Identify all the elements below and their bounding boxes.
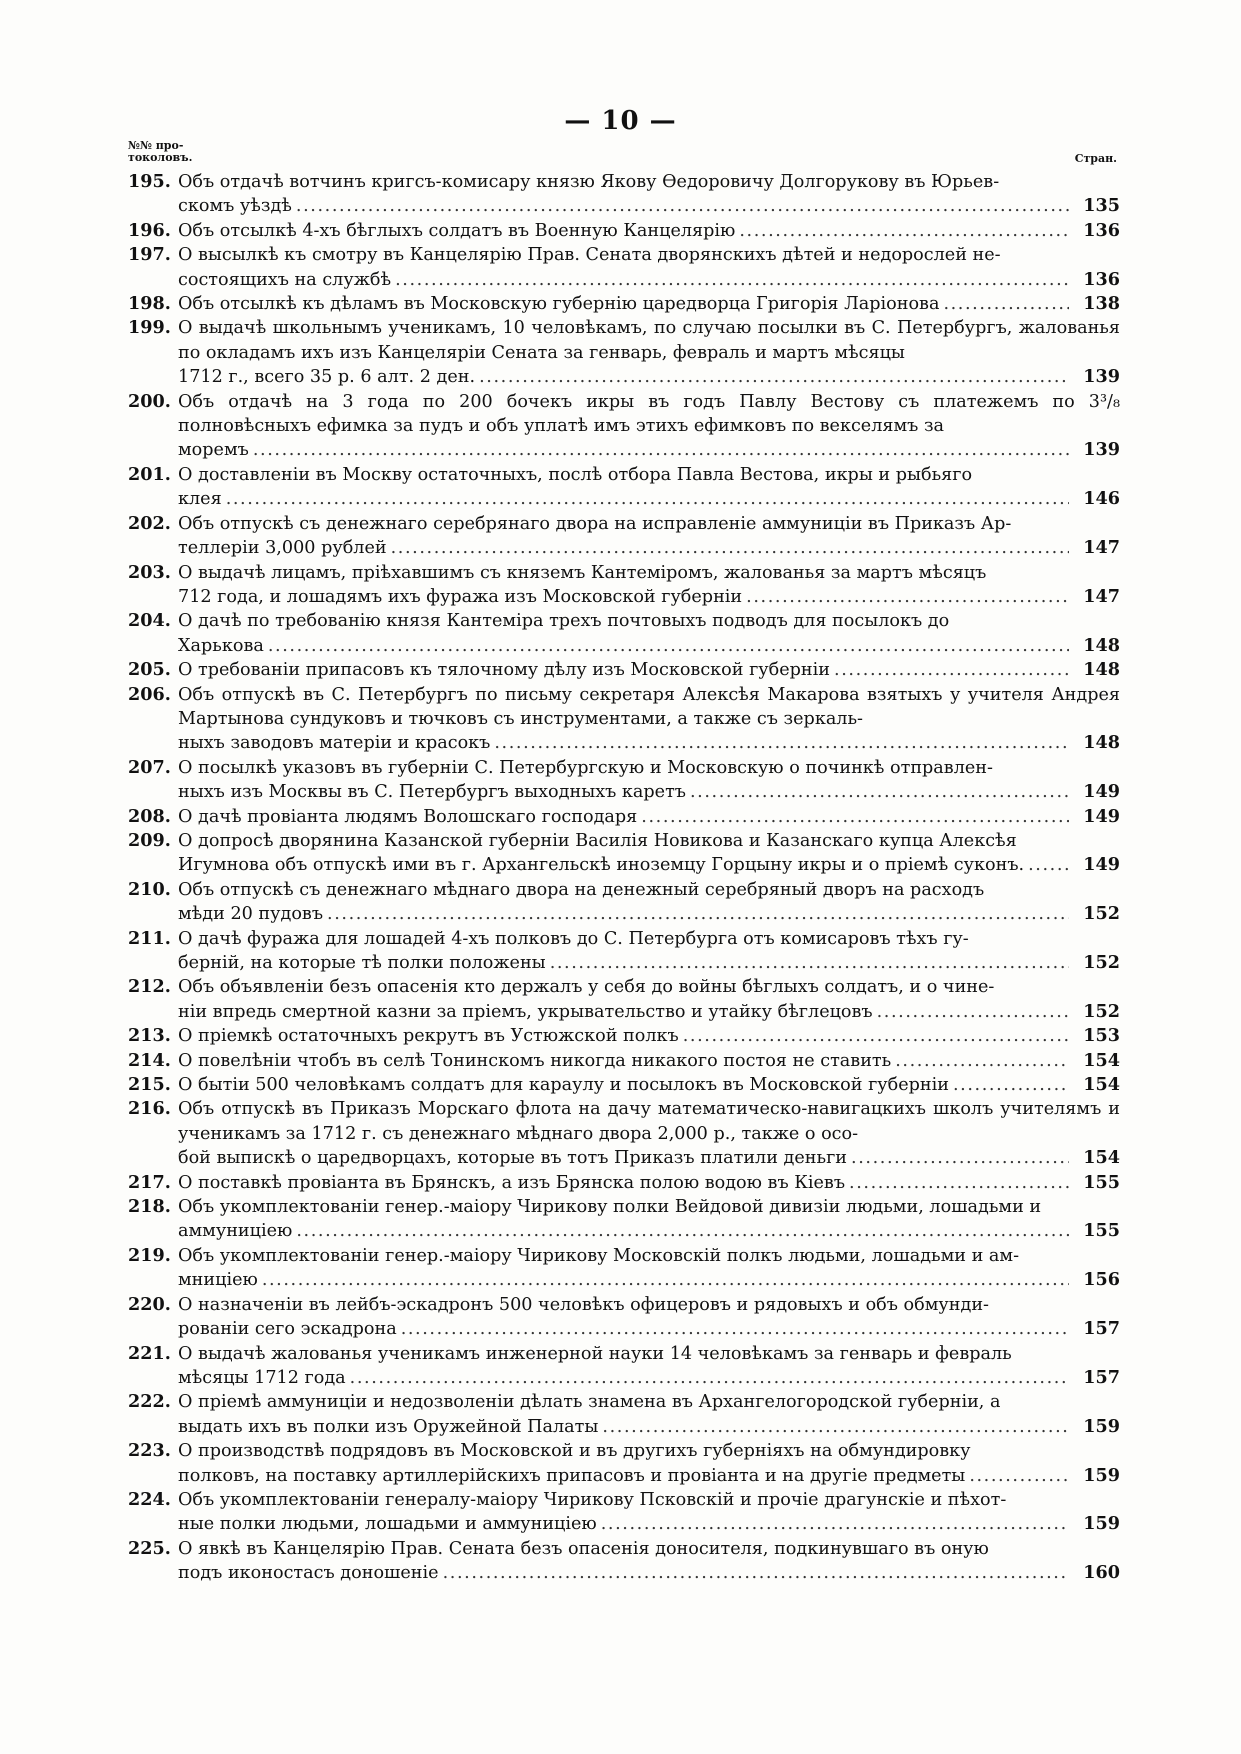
entry-text-end: Игумнова объ отпускѣ ими въ г. Архангельскѣ иноземцу Горцыну икры и о пріемѣ суконъ. (178, 855, 1025, 876)
toc-entry (128, 1097, 1120, 1170)
protocol-number: 212. (128, 976, 171, 998)
dot-leader (601, 1512, 1069, 1536)
toc-entry (128, 1024, 1120, 1048)
entry-text-end: мниціею (178, 1270, 258, 1291)
dot-leader (494, 731, 1069, 755)
toc-entry (128, 658, 1120, 682)
protocol-number: 208. (128, 805, 171, 827)
entry-body (178, 292, 1120, 316)
page-reference: 148 (1083, 659, 1120, 681)
entry-final-line (178, 853, 1120, 877)
toc-entry (128, 805, 1120, 829)
protocol-number: 197. (128, 244, 171, 266)
toc-entry (128, 561, 1120, 610)
entry-body (178, 1073, 1120, 1097)
entry-final-line (178, 194, 1120, 218)
entry-body (178, 1537, 1120, 1586)
protocol-number: 213. (128, 1025, 171, 1047)
entry-text-end: О требованіи припасовъ къ тялочному дѣлу изъ Московской губерніи (178, 660, 831, 681)
entry-body (178, 1244, 1120, 1293)
dot-leader (683, 1024, 1069, 1048)
entry-text-end: ные полки людьми, лошадьми и аммуниціею (178, 1514, 597, 1535)
protocol-number: 218. (128, 1196, 171, 1218)
dot-leader (895, 1049, 1069, 1073)
entry-text: Объ отпускѣ въ Приказъ Морскаго флота на дачу математическо-навигацкихъ школъ учителямъ и ученикамъ за 1712 г. съ денежнаго мѣднаго двора 2,000 р., также о осо- (178, 1099, 1120, 1144)
entry-body (178, 975, 1120, 1024)
entry-text-end: аммуниціею (178, 1221, 293, 1242)
entry-text-end: О бытіи 500 человѣкамъ солдатъ для караулу и посылокъ въ Московской губерніи (178, 1075, 949, 1096)
entry-body (178, 805, 1120, 829)
protocol-number: 222. (128, 1391, 171, 1413)
table-of-contents (128, 170, 1120, 1586)
entry-final-line (178, 1049, 1120, 1073)
dot-leader (350, 1366, 1069, 1390)
dot-leader (296, 194, 1069, 218)
page-reference: 147 (1083, 537, 1120, 559)
entry-body (178, 829, 1120, 878)
protocol-column-header (128, 140, 192, 164)
entry-text-end: состоящихъ на службѣ (178, 269, 392, 290)
toc-entry (128, 1293, 1120, 1342)
entry-final-line (178, 1512, 1120, 1536)
entry-final-line (178, 365, 1120, 389)
page-reference: 147 (1083, 585, 1120, 607)
page-reference: 152 (1083, 903, 1120, 925)
entry-body (178, 1195, 1120, 1244)
protocol-number: 205. (128, 659, 171, 681)
entry-text-end: Объ отсылкѣ 4-хъ бѣглыхъ солдатъ въ Военную Канцелярію (178, 220, 736, 241)
entry-text: О выдачѣ лицамъ, пріѣхавшимъ съ княземъ Кантеміромъ, жалованья за мартъ мѣсяцъ (178, 562, 987, 583)
entry-body (178, 1049, 1120, 1073)
entry-final-line (178, 1464, 1120, 1488)
page-reference: 160 (1083, 1562, 1120, 1584)
entry-text-end: О пріемкѣ остаточныхъ рекрутъ въ Устюжской полкъ (178, 1026, 679, 1047)
dot-leader (550, 951, 1069, 975)
page-reference: 148 (1083, 634, 1120, 656)
toc-entry (128, 1439, 1120, 1488)
entry-text-end: мѣсяцы 1712 года (178, 1367, 346, 1388)
entry-text: Объ укомплектованіи генер.-маіору Чирикову полки Вейдовой дивизіи людьми, лошадьми и (178, 1197, 1042, 1218)
toc-entry (128, 683, 1120, 756)
protocol-number: 215. (128, 1074, 171, 1096)
toc-entry (128, 1244, 1120, 1293)
entry-text: О выдачѣ школьнымъ ученикамъ, 10 человѣкамъ, по случаю посылки въ С. Петербургъ, жалованья по окладамъ ихъ изъ Канцеляріи Сената за генварь, февраль и мартъ мѣсяцы (178, 318, 1120, 363)
entry-text: О выдачѣ жалованья ученикамъ инженерной науки 14 человѣкамъ за генварь и февраль (178, 1343, 1012, 1364)
page-reference: 136 (1083, 268, 1120, 290)
entry-body (178, 463, 1120, 512)
entry-final-line (178, 1073, 1120, 1097)
entry-text: Объ отдачѣ на 3 года по 200 бочекъ икры въ годъ Павлу Вестову съ платежемъ по 3³/₈ полновѣсныхъ ефимка за пудъ и объ уплатѣ имъ этихъ ефимковъ по векселямъ за (178, 391, 1120, 437)
entry-text: О высылкѣ къ смотру въ Канцелярію Прав. Сената дворянскихъ дѣтей и недорослей не- (178, 245, 1001, 266)
entry-text-end: полковъ, на поставку артиллерійскихъ припасовъ и провіанта и на другіе предметы (178, 1465, 966, 1486)
entry-body (178, 1390, 1120, 1439)
entry-text-end: подъ иконостасъ доношеніе (178, 1563, 439, 1584)
protocol-number: 210. (128, 878, 171, 900)
protocol-number: 199. (128, 317, 171, 339)
protocol-number: 201. (128, 463, 171, 485)
entry-body (178, 658, 1120, 682)
page-reference: 159 (1083, 1464, 1120, 1486)
entry-final-line (178, 536, 1120, 560)
page-reference: 149 (1083, 805, 1120, 827)
entry-text: О дачѣ по требованію князя Кантеміра трехъ почтовыхъ подводъ для посылокъ до (178, 611, 950, 632)
entry-text-end: ныхъ заводовъ матеріи и красокъ (178, 733, 491, 754)
entry-text: О допросѣ дворянина Казанской губерніи Василія Новикова и Казанскаго купца Алексѣя (178, 830, 1017, 851)
page-reference: 154 (1083, 1074, 1120, 1096)
entry-text-end: ніи впредь смертной казни за пріемъ, укрывательство и утайку бѣглецовъ (178, 1001, 873, 1022)
entry-text-end: ныхъ изъ Москвы въ С. Петербургъ выходныхъ каретъ (178, 782, 686, 803)
entry-final-line (178, 805, 1120, 829)
entry-body (178, 1097, 1120, 1170)
dot-leader (851, 1146, 1069, 1170)
entry-body (178, 219, 1120, 243)
toc-entry (128, 609, 1120, 658)
protocol-number: 211. (128, 927, 171, 949)
dot-leader (690, 780, 1069, 804)
toc-entry (128, 292, 1120, 316)
entry-text-end: 1712 г., всего 35 р. 6 алт. 2 ден. (178, 367, 476, 388)
entry-body (178, 1439, 1120, 1488)
entry-body (178, 1488, 1120, 1537)
dot-leader (395, 268, 1069, 292)
toc-entry (128, 1488, 1120, 1537)
entry-text-end: бой выпискѣ о царедворцахъ, которые въ тотъ Приказъ платили деньги (178, 1148, 848, 1169)
entry-text: Объ отпускѣ съ денежнаго серебрянаго двора на исправленіе аммуниціи въ Приказъ Ар- (178, 513, 1012, 534)
dot-leader (401, 1317, 1069, 1341)
toc-entry (128, 756, 1120, 805)
page-number: — 10 — (564, 106, 677, 136)
dot-leader (443, 1561, 1069, 1585)
dot-leader (739, 219, 1069, 243)
page-reference: 146 (1083, 488, 1120, 510)
page-reference: 149 (1083, 854, 1120, 876)
dot-leader (226, 487, 1069, 511)
protocol-column-header-text: №№ про- токоловъ. (128, 139, 193, 164)
entry-text: О пріемѣ аммуниціи и недозволеніи дѣлать знамена въ Архангелогородской губерніи, а (178, 1392, 1001, 1413)
entry-body (178, 756, 1120, 805)
entry-body (178, 1342, 1120, 1391)
entry-final-line (178, 1415, 1120, 1439)
entry-final-line (178, 902, 1120, 926)
entry-final-line (178, 438, 1120, 462)
entry-final-line (178, 658, 1120, 682)
entry-text: Объ отпускѣ съ денежнаго мѣднаго двора на денежный серебряный дворъ на расходъ (178, 879, 985, 900)
entry-text-end: берній, на которые тѣ полки положены (178, 953, 546, 973)
entry-text-end: 712 года, и лошадямъ ихъ фуража изъ Московской губерніи (178, 586, 743, 607)
toc-entry (128, 512, 1120, 561)
entry-final-line (178, 585, 1120, 609)
entry-body (178, 1024, 1120, 1048)
entry-text-end: выдать ихъ въ полки изъ Оружейной Палаты (178, 1416, 599, 1437)
entry-text: О посылкѣ указовъ въ губерніи С. Петербургскую и Московскую о починкѣ отправлен- (178, 757, 993, 778)
entry-body (178, 609, 1120, 658)
entry-final-line (178, 219, 1120, 243)
entry-body (178, 927, 1120, 976)
entry-text: Объ укомплектованіи генералу-маіору Чирикову Псковскій и прочіе драгунскіе и пѣхот- (178, 1489, 1007, 1510)
dot-leader (849, 1171, 1069, 1195)
protocol-number: 223. (128, 1440, 171, 1462)
entry-text-end: моремъ (178, 440, 249, 461)
entry-final-line (178, 1171, 1120, 1195)
entry-final-line (178, 1366, 1120, 1390)
entry-text-end: О повелѣніи чтобъ въ селѣ Тонинскомъ никогда никакого постоя не ставить (178, 1050, 892, 1071)
toc-entry (128, 170, 1120, 219)
protocol-number: 196. (128, 219, 171, 241)
protocol-number: 221. (128, 1342, 171, 1364)
dot-leader (391, 536, 1069, 560)
entry-final-line (178, 1000, 1120, 1024)
protocol-number: 198. (128, 293, 171, 315)
entry-final-line (178, 634, 1120, 658)
entry-body (178, 1171, 1120, 1195)
page-reference: 139 (1083, 439, 1120, 461)
entry-text: О дачѣ фуража для лошадей 4-хъ полковъ до С. Петербурга отъ комисаровъ тѣхъ гу- (178, 928, 969, 949)
entry-body (178, 1293, 1120, 1342)
toc-entry (128, 1390, 1120, 1439)
entry-text: О доставленіи въ Москву остаточныхъ, послѣ отбора Павла Вестова, икры и рыбьяго (178, 464, 973, 485)
protocol-number: 200. (128, 390, 171, 412)
entry-text: Объ объявленіи безъ опасенія кто держалъ у себя до войны бѣглыхъ солдатъ, и о чине- (178, 977, 995, 998)
protocol-number: 217. (128, 1171, 171, 1193)
page-reference: 136 (1083, 219, 1120, 241)
protocol-number: 202. (128, 512, 171, 534)
entry-final-line (178, 951, 1120, 975)
toc-entry (128, 927, 1120, 976)
entry-text-end: скомъ уѣздѣ (178, 196, 292, 217)
entry-text-end: Объ отсылкѣ къ дѣламъ въ Московскую губернію царедворца Григорія Ларіонова (178, 294, 940, 315)
dot-leader (268, 634, 1069, 658)
page-reference: 159 (1083, 1415, 1120, 1437)
page-reference: 139 (1083, 366, 1120, 388)
toc-entry (128, 463, 1120, 512)
page-reference: 149 (1083, 781, 1120, 803)
page-reference: 153 (1083, 1025, 1120, 1047)
entry-text: Объ укомплектованіи генер.-маіору Чирикову Московскій полкъ людьми, лошадьми и ам- (178, 1245, 1020, 1266)
page-reference: 156 (1083, 1269, 1120, 1291)
entry-final-line (178, 1561, 1120, 1585)
entry-final-line (178, 1146, 1120, 1170)
toc-entry (128, 975, 1120, 1024)
dot-leader (296, 1219, 1069, 1243)
protocol-number: 195. (128, 171, 171, 192)
entry-text-end: О поставкѣ провіанта въ Брянскъ, а изъ Брянска полою водою въ Кіевъ (178, 1172, 846, 1193)
entry-text: Объ отпускѣ въ С. Петербургъ по письму секретаря Алексѣя Макарова взятыхъ у учителя Андрея Мартынова сундуковъ и тючковъ съ инструментами, а также съ зеркаль- (178, 684, 1120, 729)
entry-final-line (178, 487, 1120, 511)
toc-entry (128, 1171, 1120, 1195)
page-reference: 138 (1083, 293, 1120, 315)
toc-entry (128, 1195, 1120, 1244)
entry-final-line (178, 268, 1120, 292)
toc-entry (128, 316, 1120, 389)
dot-leader (877, 1000, 1069, 1024)
entry-text-end: клея (178, 489, 222, 510)
toc-entry (128, 1049, 1120, 1073)
toc-entry (128, 829, 1120, 878)
protocol-number: 207. (128, 756, 171, 778)
protocol-number: 204. (128, 610, 171, 632)
entry-text-end: теллеріи 3,000 рублей (178, 538, 387, 559)
dot-leader (1028, 853, 1069, 877)
toc-entry (128, 878, 1120, 927)
toc-entry (128, 243, 1120, 292)
page-reference: 152 (1083, 1000, 1120, 1022)
page-reference: 159 (1083, 1513, 1120, 1535)
dot-leader (641, 805, 1069, 829)
entry-body (178, 170, 1120, 219)
entry-body (178, 316, 1120, 389)
dot-leader (262, 1268, 1069, 1292)
dot-leader (969, 1464, 1069, 1488)
protocol-number: 220. (128, 1293, 171, 1315)
toc-entry (128, 390, 1120, 463)
entry-body (178, 512, 1120, 561)
entry-text: О явкѣ въ Канцелярію Прав. Сената безъ опасенія доносителя, подкинувшаго въ оную (178, 1538, 989, 1559)
page-reference: 157 (1083, 1318, 1120, 1340)
protocol-number: 214. (128, 1049, 171, 1071)
page-reference: 154 (1083, 1147, 1120, 1169)
dot-leader (253, 438, 1069, 462)
protocol-number: 219. (128, 1244, 171, 1266)
entry-body (178, 390, 1120, 463)
entry-text: О производствѣ подрядовъ въ Московской и въ другихъ губерніяхъ на обмундировку (178, 1441, 971, 1462)
dot-leader (327, 902, 1069, 926)
entry-text-end: Харькова (178, 635, 264, 656)
entry-final-line (178, 780, 1120, 804)
protocol-number: 225. (128, 1537, 171, 1559)
entry-text-end: рованіи сего эскадрона (178, 1319, 397, 1340)
entry-text: О назначеніи въ лейбъ-эскадронъ 500 человѣкъ офицеровъ и рядовыхъ и объ обмунди- (178, 1294, 989, 1315)
entry-final-line (178, 1317, 1120, 1341)
page-reference: 148 (1083, 732, 1120, 754)
toc-entry (128, 1537, 1120, 1586)
entry-text-end: мѣди 20 пудовъ (178, 904, 324, 925)
entry-body (178, 878, 1120, 927)
protocol-number: 203. (128, 561, 171, 583)
entry-text-end: О дачѣ провіанта людямъ Волошскаго господаря (178, 806, 638, 827)
page-reference: 154 (1083, 1049, 1120, 1071)
entry-final-line (178, 1268, 1120, 1292)
entry-body (178, 561, 1120, 610)
page-reference: 155 (1083, 1220, 1120, 1242)
page-reference: 155 (1083, 1171, 1120, 1193)
page-reference: 135 (1083, 195, 1120, 217)
protocol-number: 224. (128, 1488, 171, 1510)
page-reference: 152 (1083, 952, 1120, 973)
page-reference: 157 (1083, 1366, 1120, 1388)
dot-leader (746, 585, 1069, 609)
entry-text: Объ отдачѣ вотчинъ кригсъ-комисару князю Якову Ѳедоровичу Долгорукову въ Юрьев- (178, 172, 1000, 192)
entry-body (178, 243, 1120, 292)
dot-leader (479, 365, 1069, 389)
dot-leader (602, 1415, 1069, 1439)
dot-leader (943, 292, 1069, 316)
protocol-number: 216. (128, 1098, 171, 1120)
entry-final-line (178, 1024, 1120, 1048)
protocol-number: 206. (128, 683, 171, 705)
protocol-number: 209. (128, 829, 171, 851)
dot-leader (834, 658, 1069, 682)
entry-final-line (178, 292, 1120, 316)
toc-entry (128, 1342, 1120, 1391)
page-column-header: Стран. (1074, 152, 1117, 165)
entry-final-line (178, 1219, 1120, 1243)
entry-final-line (178, 731, 1120, 755)
toc-entry (128, 1073, 1120, 1097)
dot-leader (953, 1073, 1069, 1097)
entry-body (178, 683, 1120, 756)
toc-entry (128, 219, 1120, 243)
